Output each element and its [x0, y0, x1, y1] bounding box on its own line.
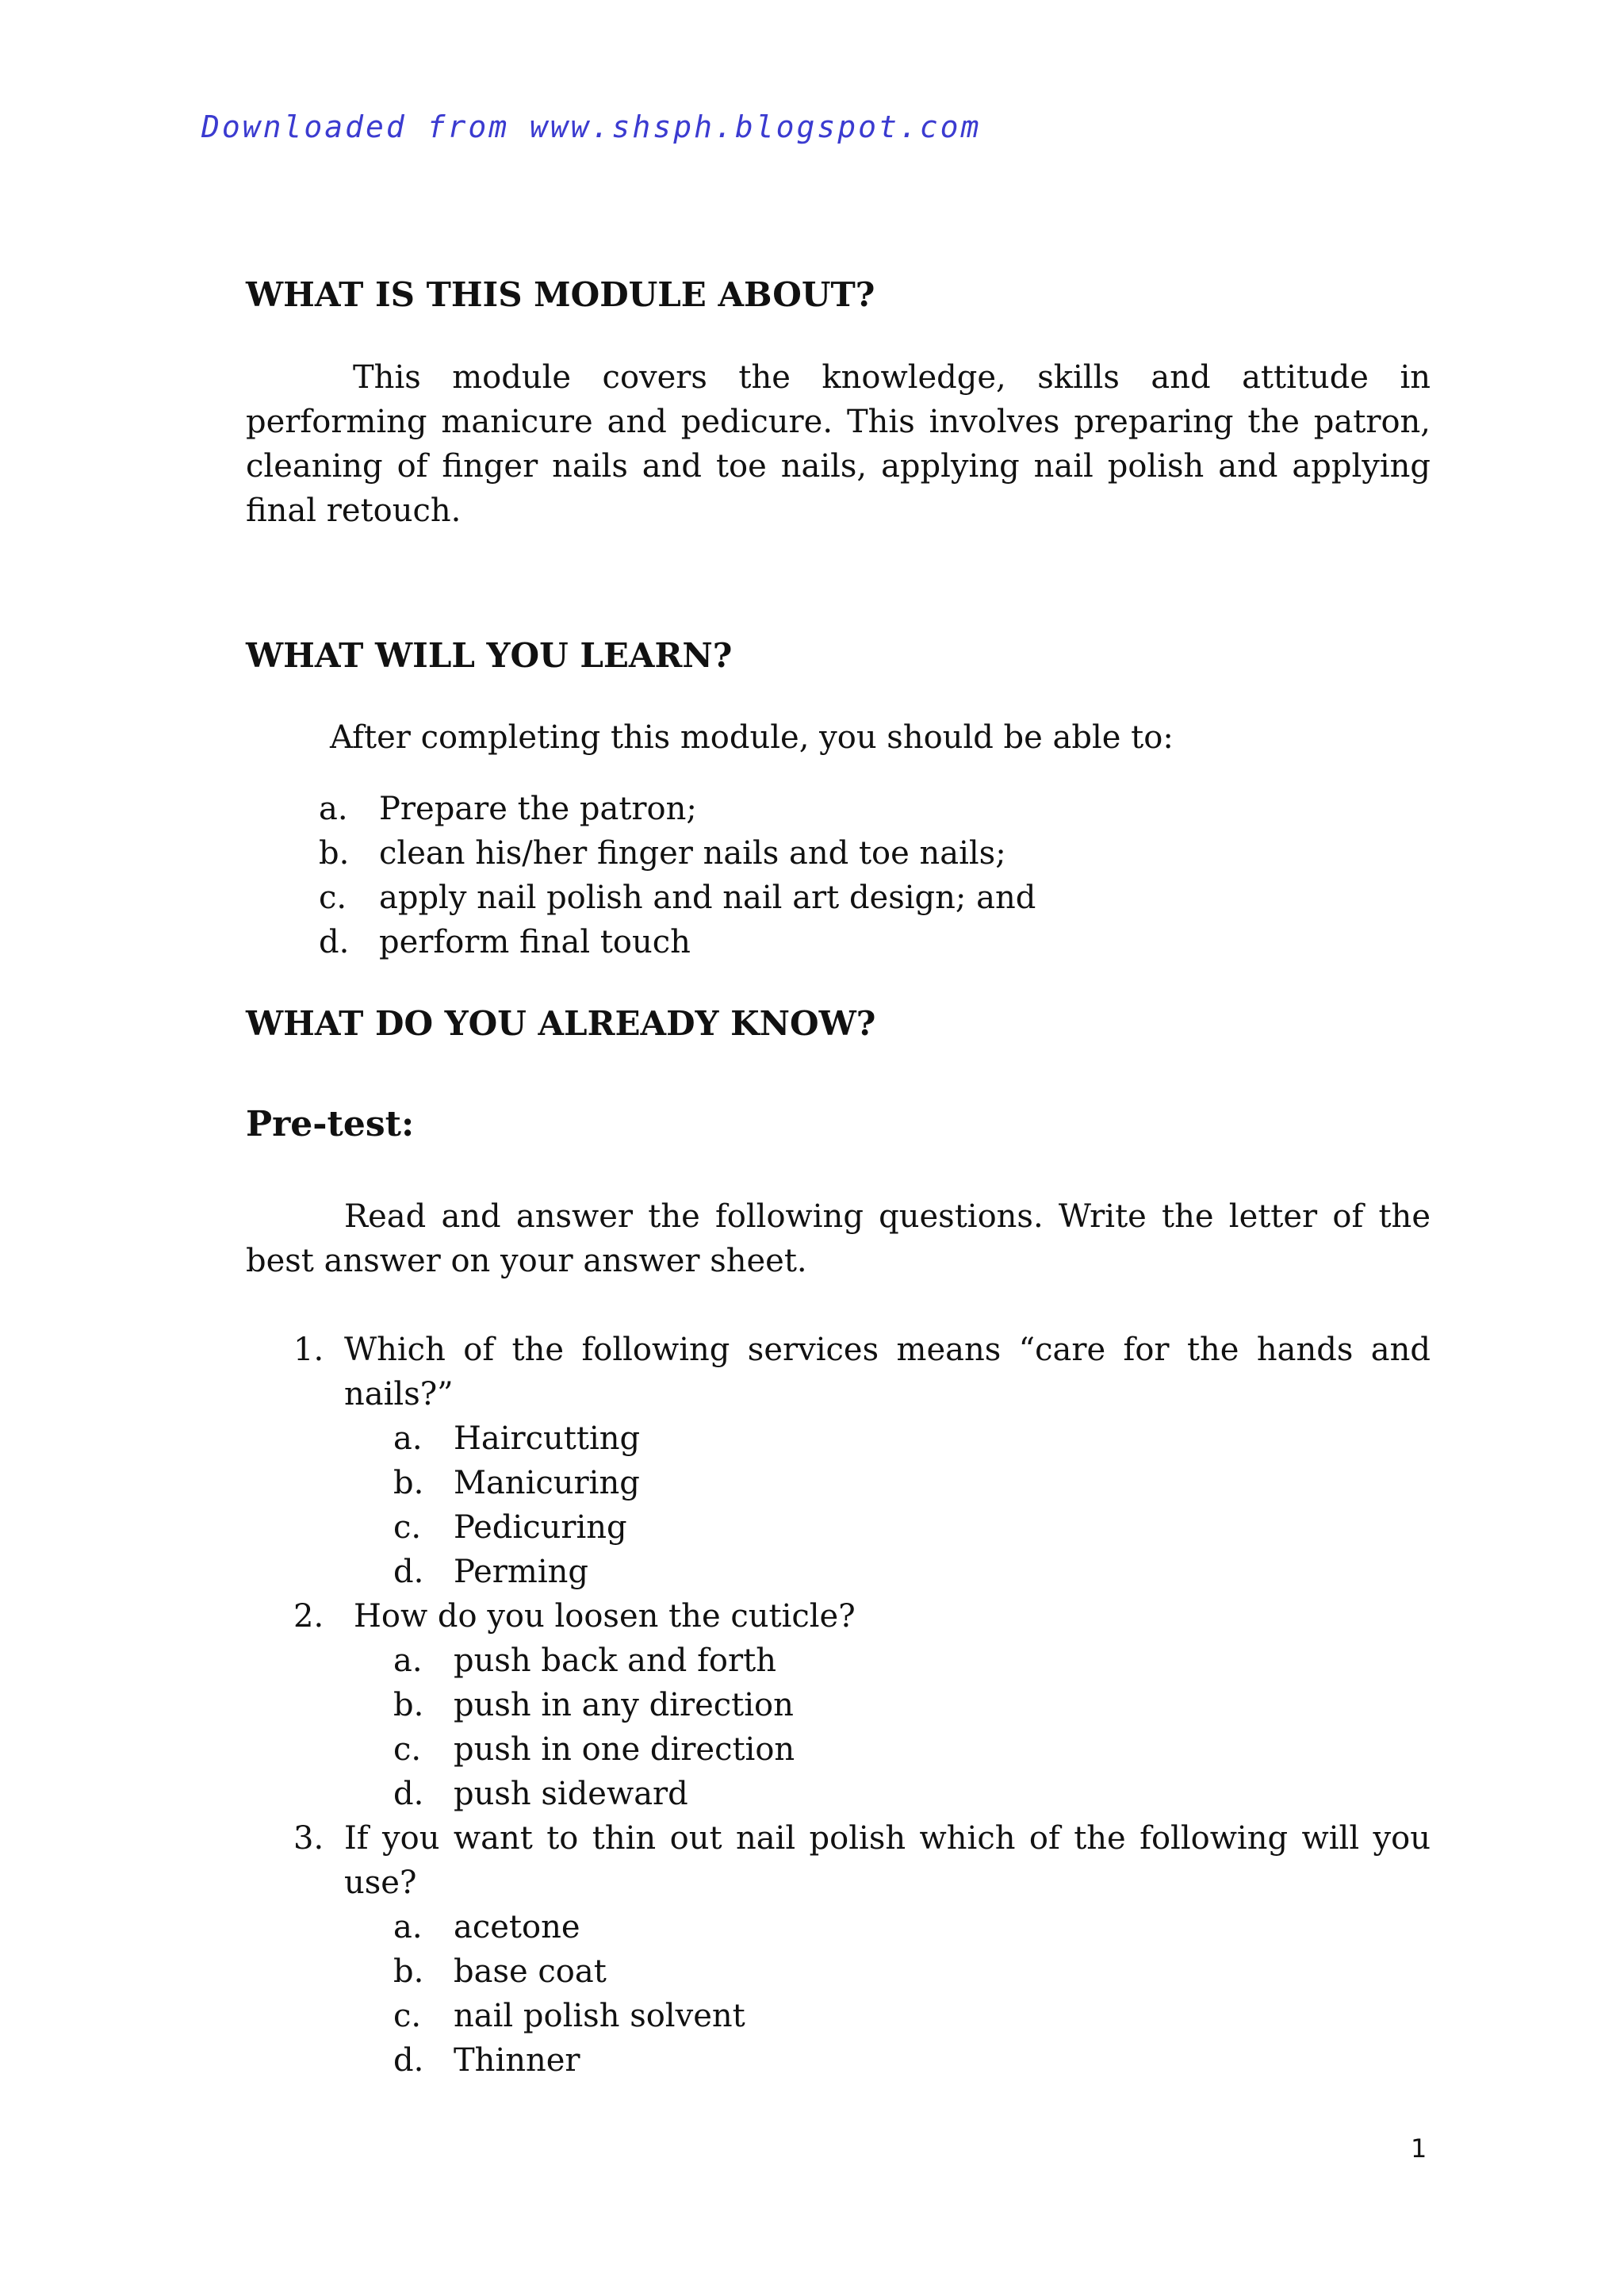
list-item-text: apply nail polish and nail art design; and — [379, 880, 1036, 917]
option-text: Thinner — [454, 2041, 580, 2079]
option-marker: c. — [393, 1508, 422, 1546]
learn-intro: After completing this module, you should be able to: — [330, 719, 1174, 757]
option-text: push in one direction — [454, 1731, 795, 1768]
option-text: Manicuring — [454, 1464, 640, 1501]
option-marker: d. — [393, 2041, 424, 2079]
option-marker: a. — [393, 1420, 423, 1457]
list-item — [246, 2038, 1431, 2083]
question-text: Which of the following services means “care for the hands and nails?” — [344, 1331, 1431, 1412]
list-item — [246, 1683, 1431, 1727]
option-text: acetone — [454, 1908, 580, 1945]
list-item — [246, 1727, 1431, 1772]
answer-options — [246, 1416, 1431, 1594]
option-text: nail polish solvent — [454, 1997, 745, 2034]
question-item — [246, 1328, 1431, 1416]
option-marker: a. — [393, 1908, 423, 1945]
list-item-text: perform final touch — [379, 924, 691, 961]
option-text: Haircutting — [454, 1420, 641, 1457]
heading-what-will-you-learn: WHAT WILL YOU LEARN? — [246, 635, 733, 675]
option-text: push back and forth — [454, 1642, 776, 1679]
watermark-link[interactable]: Downloaded from www.shsph.blogspot.com — [201, 109, 982, 144]
question-item — [246, 1594, 1431, 1639]
option-text: base coat — [454, 1953, 607, 1990]
question-text: If you want to thin out nail polish which of the following will you use? — [344, 1819, 1431, 1901]
option-text: push sideward — [454, 1775, 688, 1812]
list-marker: d. — [319, 924, 350, 961]
heading-module-about: WHAT IS THIS MODULE ABOUT? — [246, 275, 875, 314]
question-list — [246, 1328, 1431, 1416]
list-marker: a. — [319, 791, 348, 828]
list-item — [246, 787, 1431, 831]
page-number: 1 — [1411, 2133, 1427, 2164]
question-item — [246, 1816, 1431, 1905]
option-marker: c. — [393, 1997, 422, 2034]
option-marker: c. — [393, 1731, 422, 1768]
list-item — [246, 1949, 1431, 1994]
list-item — [246, 876, 1431, 920]
list-item-text: Prepare the patron; — [379, 791, 697, 828]
list-item — [246, 1639, 1431, 1683]
option-marker: b. — [393, 1686, 424, 1723]
option-marker: d. — [393, 1775, 424, 1812]
pretest-instructions: Read and answer the following questions. Write the letter of the best answer on your answer sheet. — [246, 1198, 1431, 1279]
question-text: How do you loosen the cuticle? — [354, 1597, 856, 1635]
option-text: Perming — [454, 1553, 588, 1590]
answer-options — [246, 1905, 1431, 2083]
option-marker: b. — [393, 1953, 424, 1990]
list-item — [246, 1772, 1431, 1816]
option-text: push in any direction — [454, 1686, 794, 1723]
question-list — [246, 1816, 1431, 1905]
list-item — [246, 1505, 1431, 1550]
list-item-text: clean his/her finger nails and toe nails; — [379, 835, 1006, 872]
objectives-list — [246, 787, 1431, 964]
pretest-heading: Pre-test: — [246, 1103, 415, 1144]
question-list — [246, 1594, 1431, 1639]
list-item — [246, 1550, 1431, 1594]
list-item — [246, 1416, 1431, 1461]
question-number: 2. — [293, 1597, 324, 1635]
list-item — [246, 831, 1431, 876]
question-number: 1. — [293, 1331, 324, 1368]
option-marker: d. — [393, 1553, 424, 1590]
list-item — [246, 1994, 1431, 2038]
answer-options — [246, 1639, 1431, 1816]
option-text: Pedicuring — [454, 1508, 627, 1546]
list-marker: b. — [319, 835, 350, 872]
list-item — [246, 1905, 1431, 1949]
list-marker: c. — [319, 880, 347, 917]
list-item — [246, 920, 1431, 964]
module-about-text: This module covers the knowledge, skills and attitude in performing manicure and pedicure. This involves preparing the patron, cleaning of finger nails and toe nails, applying nail polish and applying final retouch. — [246, 358, 1431, 529]
option-marker: a. — [393, 1642, 423, 1679]
heading-what-do-you-know: WHAT DO YOU ALREADY KNOW? — [246, 1004, 876, 1044]
option-marker: b. — [393, 1464, 424, 1501]
list-item — [246, 1461, 1431, 1505]
module-content — [246, 274, 1431, 2083]
question-number: 3. — [293, 1819, 324, 1857]
